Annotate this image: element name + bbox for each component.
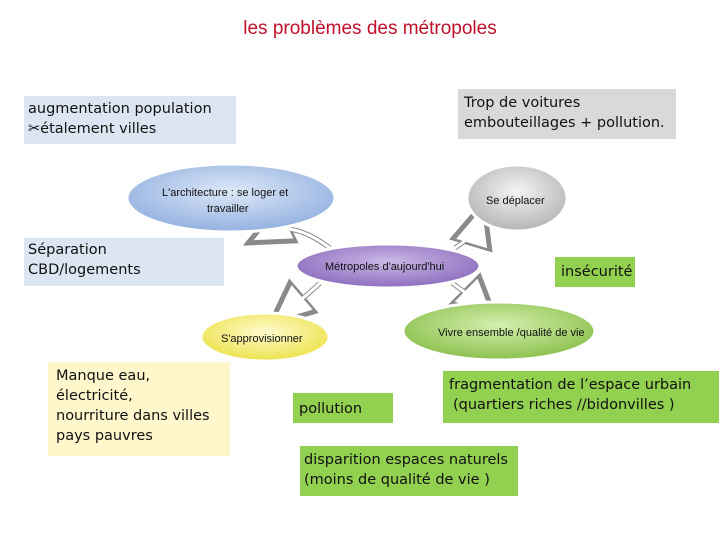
- architecture-label-line1: L'architecture : se loger et: [162, 187, 289, 199]
- voitures-line1: Trop de voitures: [464, 95, 581, 111]
- pollution-label: pollution: [299, 401, 363, 417]
- population-line1: augmentation population: [28, 101, 212, 117]
- deplacer-label: Se déplacer: [486, 195, 545, 207]
- architecture-label-line2: travailler: [207, 203, 249, 215]
- arrow-to-approvisionner-inner: [285, 283, 320, 312]
- center-label: Métropoles d'aujourd'hui: [325, 261, 445, 273]
- scissors-icon: ✂: [28, 121, 41, 137]
- fragmentation-line2: (quartiers riches //bidonvilles ): [453, 397, 675, 413]
- manque-line2: électricité,: [56, 388, 133, 404]
- approvisionner-label: S'approvisionner: [221, 333, 303, 345]
- population-box: [24, 96, 236, 144]
- separation-line2: CBD/logements: [28, 262, 141, 278]
- manque-line1: Manque eau,: [56, 368, 151, 384]
- voitures-line2: embouteillages + pollution.: [464, 115, 665, 131]
- insecurite-box: [555, 257, 635, 287]
- insecurite-label: insécurité: [561, 264, 633, 280]
- page-title: les problèmes des métropoles: [243, 18, 497, 39]
- manque-box: [48, 362, 230, 456]
- population-line2: étalement villes: [40, 121, 157, 137]
- disparition-box: [300, 446, 518, 496]
- manque-line3: nourriture dans villes: [56, 408, 210, 424]
- voitures-box: [458, 89, 676, 139]
- disparition-line2: (moins de qualité de vie ): [304, 472, 490, 488]
- vivre-label: Vivre ensemble /qualité de vie: [438, 327, 585, 339]
- separation-box: [24, 238, 224, 286]
- pollution-box: [293, 393, 393, 423]
- disparition-line1: disparition espaces naturels: [304, 452, 508, 468]
- fragmentation-box: [443, 371, 719, 423]
- separation-line1: Séparation: [28, 242, 107, 258]
- manque-line4: pays pauvres: [56, 428, 153, 444]
- fragmentation-line1: fragmentation de l’espace urbain: [449, 377, 692, 393]
